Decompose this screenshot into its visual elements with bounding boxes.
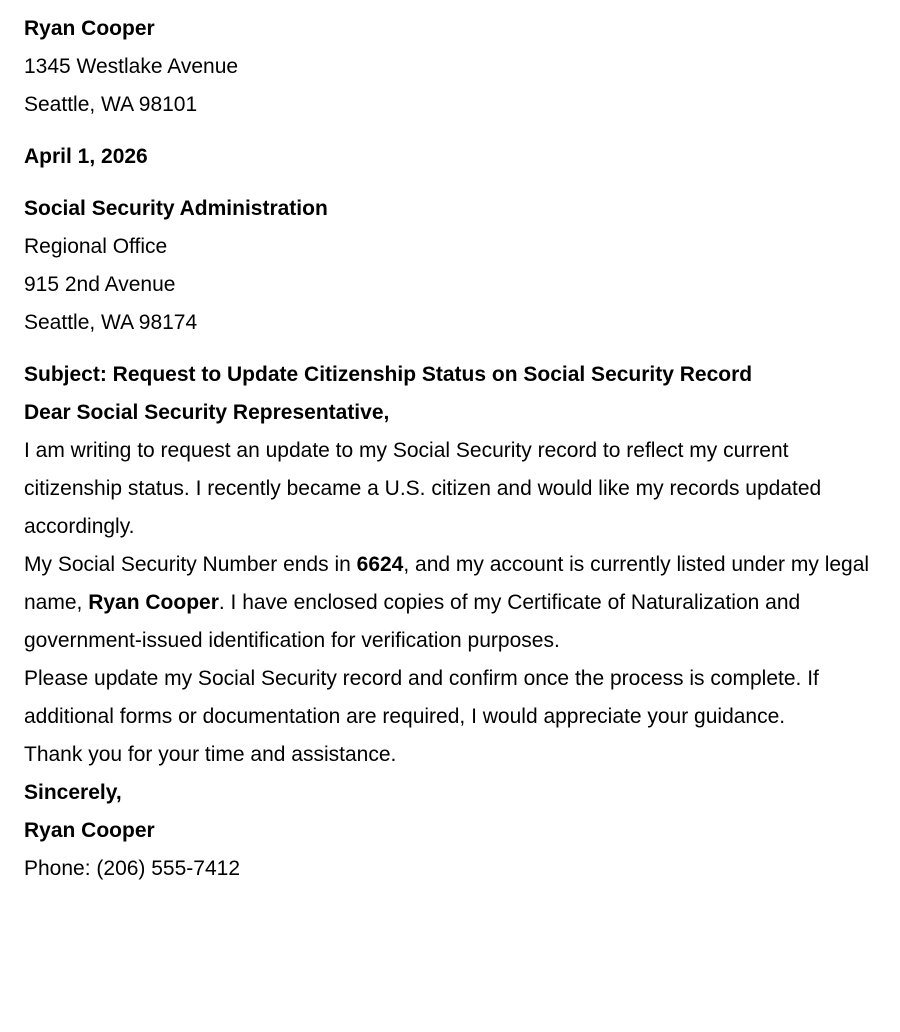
subject-line: Subject: Request to Update Citizenship Status on Social Security Record bbox=[24, 363, 753, 386]
date-block bbox=[24, 138, 874, 176]
signature-name: Ryan Cooper bbox=[24, 819, 155, 842]
recipient-address-line: 915 2nd Avenue bbox=[24, 273, 176, 296]
signature-block bbox=[24, 774, 874, 888]
recipient-name: Social Security Administration bbox=[24, 197, 328, 220]
sender-block bbox=[24, 10, 874, 124]
signoff: Sincerely, bbox=[24, 781, 122, 804]
letter-date: April 1, 2026 bbox=[24, 145, 148, 168]
salutation: Dear Social Security Representative, bbox=[24, 401, 390, 424]
paragraph2-text-1: My Social Security Number ends in bbox=[24, 553, 357, 576]
body-paragraph-2 bbox=[24, 546, 874, 660]
recipient-block bbox=[24, 190, 874, 342]
phone-line: Phone: (206) 555-7412 bbox=[24, 857, 240, 880]
closing-thanks: Thank you for your time and assistance. bbox=[24, 743, 397, 766]
recipient-city-line: Seattle, WA 98174 bbox=[24, 311, 198, 334]
sender-address-line1: 1345 Westlake Avenue bbox=[24, 55, 239, 78]
body-paragraph-3: Please update my Social Security record and confirm once the process is complete. If additional forms or documentation are required, I would appreciate your guidance. bbox=[24, 667, 819, 728]
body-paragraph-1: I am writing to request an update to my Social Security record to reflect my current citizenship status. I recently became a U.S. citizen and would like my records updated accordingly. bbox=[24, 439, 822, 538]
paragraph2-text-3: . I have enclosed copies of my Certificate of Naturalization and government-issued identification for verification purposes. bbox=[24, 591, 801, 652]
sender-address-line2: Seattle, WA 98101 bbox=[24, 93, 198, 116]
legal-name: Ryan Cooper bbox=[88, 591, 219, 614]
ssn-last4: 6624 bbox=[356, 553, 404, 576]
sender-name: Ryan Cooper bbox=[24, 17, 155, 40]
paragraph2-text-2: , and my account is currently listed under my legal name, bbox=[24, 553, 870, 614]
recipient-office-line: Regional Office bbox=[24, 235, 168, 258]
